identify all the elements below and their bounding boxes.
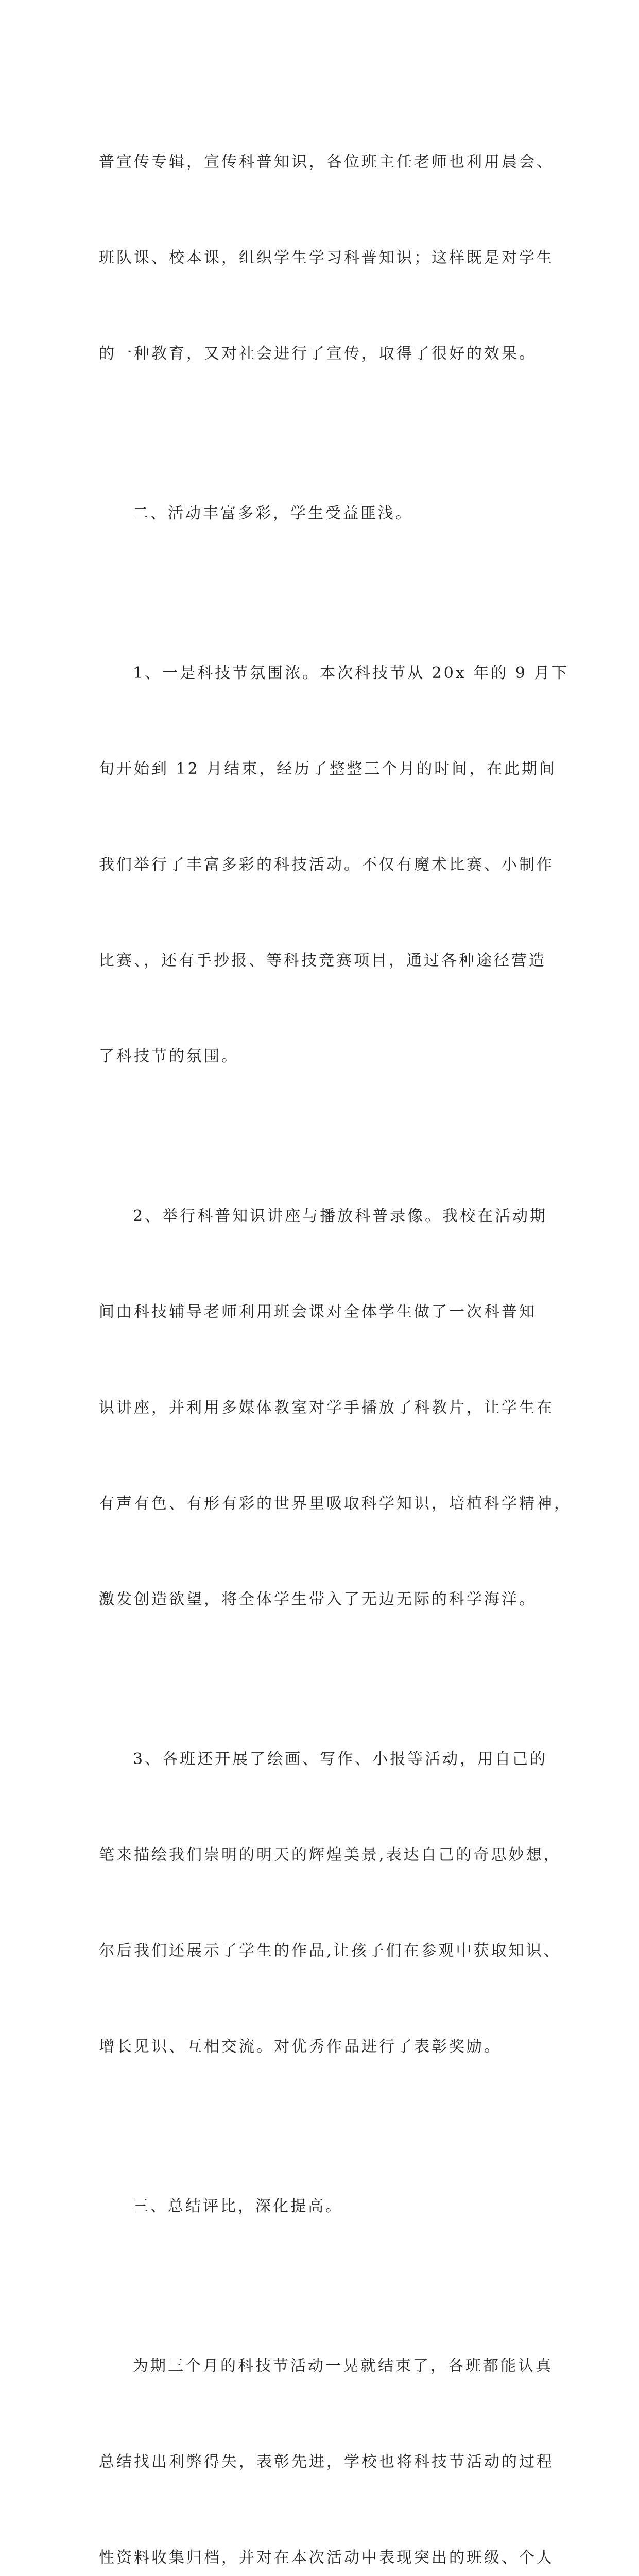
heading-line: 二、活动丰富多彩，学生受益匪浅。 (133, 504, 413, 522)
text-line: 了科技节的氛围。 (99, 1047, 239, 1065)
text-line: 激发创造欲望，将全体学生带入了无边无际的科学海洋。 (99, 1590, 537, 1608)
text-line: 尔后我们还展示了学生的作品,让孩子们在参观中获取知识、 (99, 1942, 561, 1960)
paragraph-item-2 (99, 1137, 572, 1680)
text-line: 旬开始到 12 月结束，经历了整整三个月的时间，在此期间 (99, 760, 557, 778)
text-line: 2、举行科普知识讲座与播放科普录像。我校在活动期 (133, 1207, 548, 1225)
section-heading-3 (99, 2127, 552, 2286)
text-line: 增长见识、互相交流。对优秀作品进行了表彰奖励。 (99, 2038, 502, 2056)
text-line: 识讲座，并利用多媒体教室对学手播放了科教片，让学生在 (99, 1399, 554, 1417)
text-line: 班队课、校本课，组织学生学习科普知识；这样既是对学生 (99, 249, 554, 267)
text-line: 有声有色、有形有彩的世界里吸取科学知识，培植科学精神， (99, 1495, 572, 1513)
text-line: 我们举行了丰富多彩的科技活动。不仅有魔术比赛、小制作 (99, 856, 554, 874)
text-line: 为期三个月的科技节活动一晃就结束了，各班都能认真 (133, 2357, 553, 2375)
paragraph-item-3 (99, 1680, 561, 2127)
text-line: 性资料收集归档，并对在本次活动中表现突出的班级、个人 (99, 2549, 554, 2567)
text-line: 1、一是科技节氛围浓。本次科技节从 20x 年的 9 月下 (133, 664, 569, 682)
paragraph-item-1 (99, 594, 569, 1137)
section-heading-2 (99, 434, 552, 594)
text-line: 比赛、，还有手抄报、等科技竞赛项目，通过各种途径营造 (99, 952, 546, 970)
document-body (99, 82, 572, 2576)
text-line: 笔来描绘我们崇明的明天的辉煌美景,表达自己的奇思妙想， (99, 1846, 561, 1864)
text-line: 的一种教育，又对社会进行了宣传，取得了很好的效果。 (99, 345, 537, 363)
text-line: 3、各班还开展了绘画、写作、小报等活动，用自己的 (133, 1750, 548, 1768)
text-line: 总结找出利弊得失，表彰先进，学校也将科技节活动的过程 (99, 2453, 554, 2471)
heading-line: 三、总结评比，深化提高。 (133, 2197, 343, 2215)
text-line: 普宣传专辑，宣传科普知识，各位班主任老师也利用晨会、 (99, 153, 554, 171)
paragraph-summary (99, 2286, 552, 2576)
text-line: 间由科技辅导老师利用班会课对全体学生做了一次科普知 (99, 1303, 537, 1321)
paragraph-intro-continued (99, 82, 552, 434)
